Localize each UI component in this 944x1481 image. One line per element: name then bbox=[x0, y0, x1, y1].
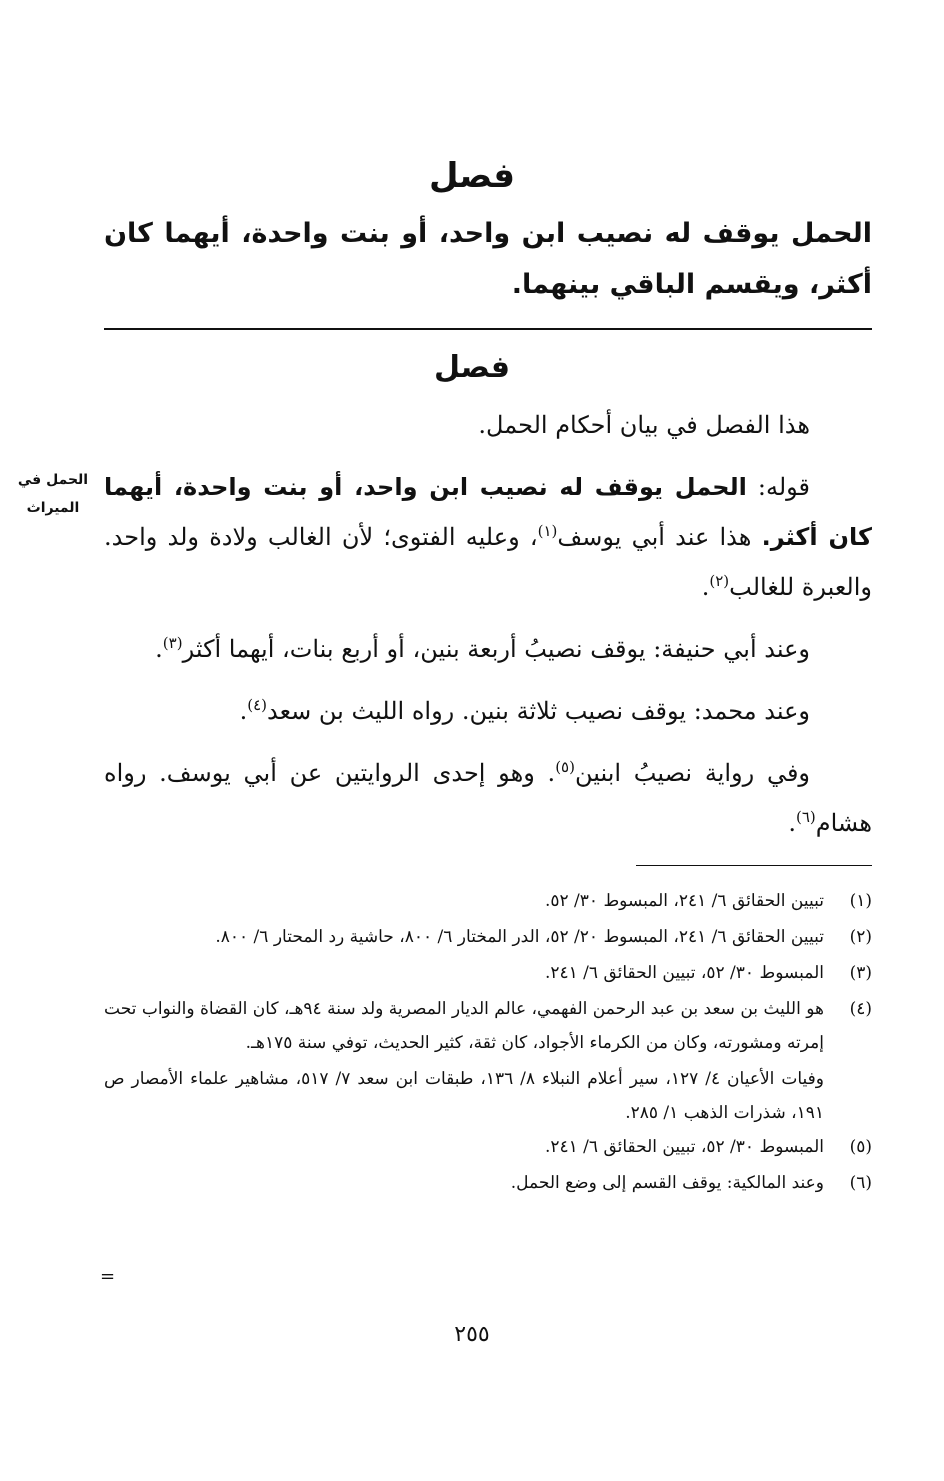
footnote-item bbox=[104, 956, 872, 990]
footnotes bbox=[104, 884, 872, 1202]
paragraph-text: . bbox=[239, 697, 248, 725]
footnote-item bbox=[104, 1166, 872, 1200]
footnote-separator bbox=[636, 865, 872, 866]
footnote-ref[interactable]: (٤) bbox=[247, 696, 267, 714]
footnote-number: (٤) bbox=[849, 999, 872, 1019]
footnote-number: (٢) bbox=[849, 927, 872, 947]
footnote-item bbox=[104, 992, 872, 1060]
footnote-text: تبيين الحقائق ٦/ ٢٤١، المبسوط ٣٠/ ٥٢. bbox=[544, 891, 824, 911]
footnote-text: هو الليث بن سعد بن عبد الرحمن الفهمي، عالم الديار المصرية ولد سنة ٩٤هـ، كان القضاة والنواب تحت إمرته ومشورته، وكان من الكرماء الأجواد، كان ثقة، كثير الحديث، توفي سنة ١٧٥هـ. bbox=[104, 999, 824, 1053]
continuation-mark: = bbox=[100, 1266, 116, 1287]
footnote-text: المبسوط ٣٠/ ٥٢، تبيين الحقائق ٦/ ٢٤١. bbox=[544, 1137, 824, 1157]
footnote-continuation: وفيات الأعيان ٤/ ١٢٧، سير أعلام النبلاء ٨/ ١٣٦، طبقات ابن سعد ٧/ ٥١٧، مشاهير علماء الأمصار ص ١٩١، شذرات الذهب ١/ ٢٨٥. bbox=[104, 1069, 824, 1123]
footnote-item bbox=[104, 884, 872, 918]
quoted-matn: الحمل يوقف له نصيب ابن واحد، أو بنت واحدة، أيهما كان أكثر. bbox=[104, 473, 872, 551]
footnote-item bbox=[104, 1130, 872, 1164]
paragraph-riwaya bbox=[104, 748, 872, 848]
paragraph-text: هذا عند أبي يوسف bbox=[557, 523, 752, 551]
section-heading-matn: فصل bbox=[428, 156, 516, 196]
footnote-text: المبسوط ٣٠/ ٥٢، تبيين الحقائق ٦/ ٢٤١. bbox=[544, 963, 824, 983]
page-number: ٢٥٥ bbox=[454, 1322, 490, 1347]
footnote-text: تبيين الحقائق ٦/ ٢٤١، المبسوط ٢٠/ ٥٢، الدر المختار ٦/ ٨٠٠، حاشية رد المحتار ٦/ ٨٠٠. bbox=[215, 927, 824, 947]
footnote-ref[interactable]: (١) bbox=[537, 522, 558, 540]
separator-rule bbox=[104, 328, 872, 330]
paragraph-text: وفي رواية نصيبُ ابنين bbox=[574, 759, 811, 787]
paragraph-text: ، وعليه الفتوى؛ لأن الغالب ولادة ولد واحد. والعبرة للغالب bbox=[104, 523, 872, 601]
footnote-ref[interactable]: (٥) bbox=[555, 758, 575, 776]
commentary-body bbox=[104, 400, 872, 848]
paragraph-text: . وهو إحدى الروايتين عن أبي يوسف. رواه هشام bbox=[104, 759, 872, 837]
paragraph-text: وعند أبي حنيفة: يوقف نصيبُ أربعة بنين، أو أربع بنات، أيهما أكثر bbox=[182, 635, 810, 663]
footnote-ref[interactable]: (٦) bbox=[795, 808, 816, 826]
quote-lead: قوله: bbox=[757, 473, 810, 501]
footnote-number: (١) bbox=[849, 891, 872, 911]
paragraph-text: . bbox=[701, 573, 710, 601]
paragraph-text: . bbox=[155, 635, 163, 663]
matn-text: الحمل يوقف له نصيب ابن واحد، أو بنت واحدة، أيهما كان أكثر، ويقسم الباقي بينهما. bbox=[104, 218, 872, 300]
margin-note: الحمل في الميراث bbox=[17, 472, 89, 516]
section-heading-sharh: فصل bbox=[434, 350, 510, 385]
footnote-number: (٥) bbox=[849, 1137, 872, 1157]
footnote-ref[interactable]: (٣) bbox=[162, 634, 183, 652]
paragraph-text: وعند محمد: يوقف نصيب ثلاثة بنين. رواه الليث بن سعد bbox=[266, 697, 810, 725]
footnote-item bbox=[104, 920, 872, 954]
paragraph-quote bbox=[104, 462, 872, 612]
footnote-ref[interactable]: (٢) bbox=[709, 572, 730, 590]
paragraph-text: . bbox=[788, 809, 796, 837]
footnote-text: وعند المالكية: يوقف القسم إلى وضع الحمل. bbox=[510, 1173, 824, 1193]
footnote-number: (٦) bbox=[849, 1173, 872, 1193]
footnote-number: (٣) bbox=[849, 963, 872, 983]
paragraph-intro: هذا الفصل في بيان أحكام الحمل. bbox=[478, 411, 810, 439]
paragraph-abu-hanifa bbox=[104, 624, 872, 674]
paragraph-muhammad bbox=[104, 686, 872, 736]
